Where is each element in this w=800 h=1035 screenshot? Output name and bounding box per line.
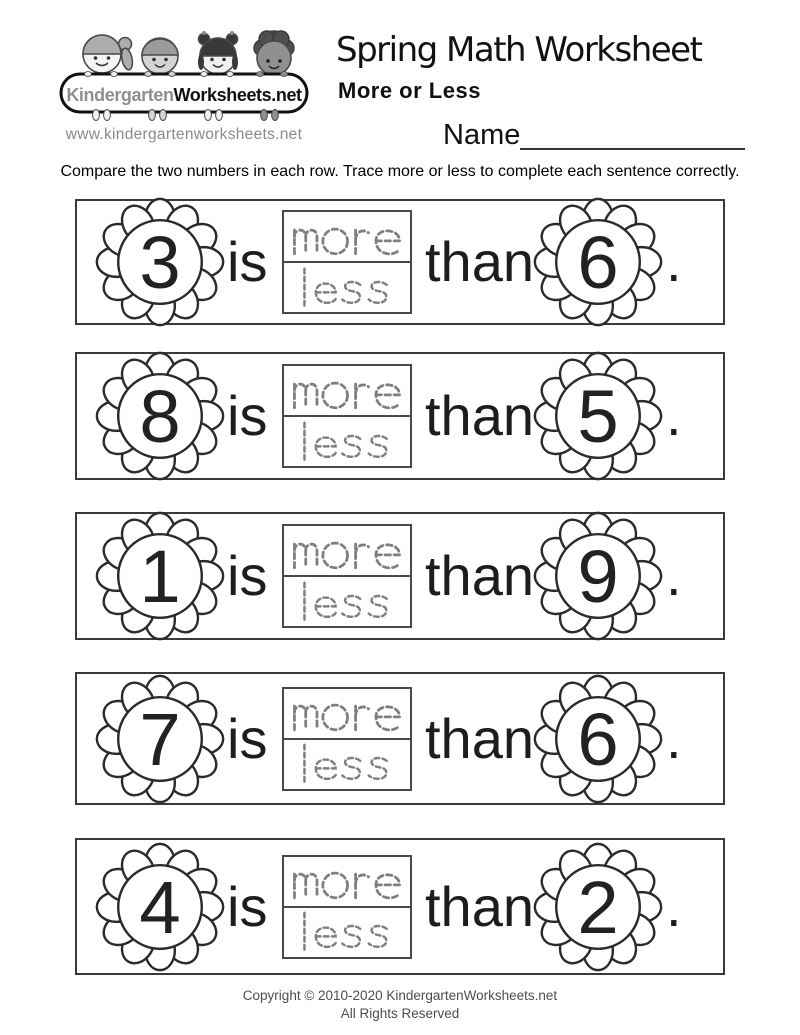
more-trace-word — [288, 527, 406, 574]
less-trace-word — [295, 741, 399, 786]
site-logo — [58, 14, 310, 144]
flower-number: 2 — [577, 865, 619, 949]
less-trace-word — [295, 909, 399, 954]
flower-icon — [95, 511, 225, 641]
word-than: than — [425, 230, 534, 293]
worksheet-row-2 — [75, 352, 725, 480]
trace-more-option[interactable] — [284, 212, 410, 263]
sentence-period: . — [666, 706, 682, 770]
word-is: is — [227, 544, 268, 607]
trace-box — [282, 687, 412, 791]
word-is: is — [227, 706, 268, 770]
trace-less-option[interactable] — [284, 577, 410, 626]
flower-number: 9 — [577, 535, 619, 618]
more-trace-word — [288, 857, 406, 904]
word-than: than — [425, 384, 534, 447]
sentence-period: . — [666, 874, 682, 938]
trace-less-option[interactable] — [284, 740, 410, 789]
trace-less-option[interactable] — [284, 417, 410, 466]
name-field-row — [443, 120, 745, 150]
flower-number: 7 — [139, 697, 181, 781]
logo-banner-text: KindergartenWorksheets.net — [66, 85, 302, 105]
trace-more-option[interactable] — [284, 526, 410, 577]
flower-icon — [95, 197, 225, 327]
trace-box — [282, 210, 412, 314]
kids-logo-illustration — [58, 14, 310, 124]
kid-girl-ponytail — [83, 35, 134, 73]
trace-box — [282, 524, 412, 628]
more-trace-word — [288, 689, 406, 736]
flower-number: 6 — [577, 697, 619, 781]
flower-icon — [95, 842, 225, 972]
page-subtitle: More or Less — [338, 78, 481, 103]
website-url: www.kindergartenworksheets.net — [65, 126, 303, 143]
flower-icon — [533, 351, 663, 481]
trace-more-option[interactable] — [284, 857, 410, 908]
trace-less-option[interactable] — [284, 263, 410, 312]
flower-number: 8 — [139, 375, 181, 458]
trace-more-option[interactable] — [284, 366, 410, 417]
trace-more-option[interactable] — [284, 689, 410, 740]
name-label: Name — [443, 119, 521, 151]
logo-banner — [61, 72, 307, 112]
word-is: is — [227, 874, 268, 938]
trace-less-option[interactable] — [284, 908, 410, 957]
footer — [0, 988, 800, 1021]
word-than: than — [425, 544, 534, 607]
word-than: than — [425, 706, 534, 770]
more-trace-word — [288, 367, 406, 414]
kid-girl-pigtails — [198, 31, 238, 74]
sentence-period: . — [666, 544, 682, 607]
flower-number: 5 — [577, 375, 619, 458]
kid-boy-bowlcut — [142, 38, 178, 74]
worksheet-row-3 — [75, 512, 725, 640]
word-than: than — [425, 874, 534, 938]
flower-icon — [533, 674, 663, 804]
flower-number: 4 — [139, 865, 181, 949]
sentence-period: . — [666, 384, 682, 447]
worksheet-row-4 — [75, 672, 725, 805]
kid-boy-curly — [254, 31, 294, 75]
trace-box — [282, 855, 412, 959]
flower-icon — [533, 842, 663, 972]
page-title: Spring Math Worksheet — [336, 30, 702, 70]
flower-icon — [533, 511, 663, 641]
flower-number: 3 — [139, 221, 181, 304]
word-is: is — [227, 384, 268, 447]
name-input-line[interactable] — [520, 120, 745, 150]
rights-text: All Rights Reserved — [340, 1006, 460, 1021]
more-trace-word — [288, 213, 406, 260]
less-trace-word — [295, 265, 399, 310]
flower-number: 6 — [577, 221, 619, 304]
flower-icon — [533, 197, 663, 327]
trace-box — [282, 364, 412, 468]
flower-number: 1 — [139, 535, 181, 618]
word-is: is — [227, 230, 268, 293]
less-trace-word — [295, 419, 399, 464]
instructions-text: Compare the two numbers in each row. Trace more or less to complete each sentence correctly. — [60, 163, 740, 180]
sentence-period: . — [666, 230, 682, 293]
flower-icon — [95, 674, 225, 804]
copyright-text: Copyright © 2010-2020 KindergartenWorksheets.net — [242, 988, 558, 1003]
less-trace-word — [295, 579, 399, 624]
worksheet-row-1 — [75, 199, 725, 325]
flower-icon — [95, 351, 225, 481]
worksheet-row-5 — [75, 838, 725, 975]
